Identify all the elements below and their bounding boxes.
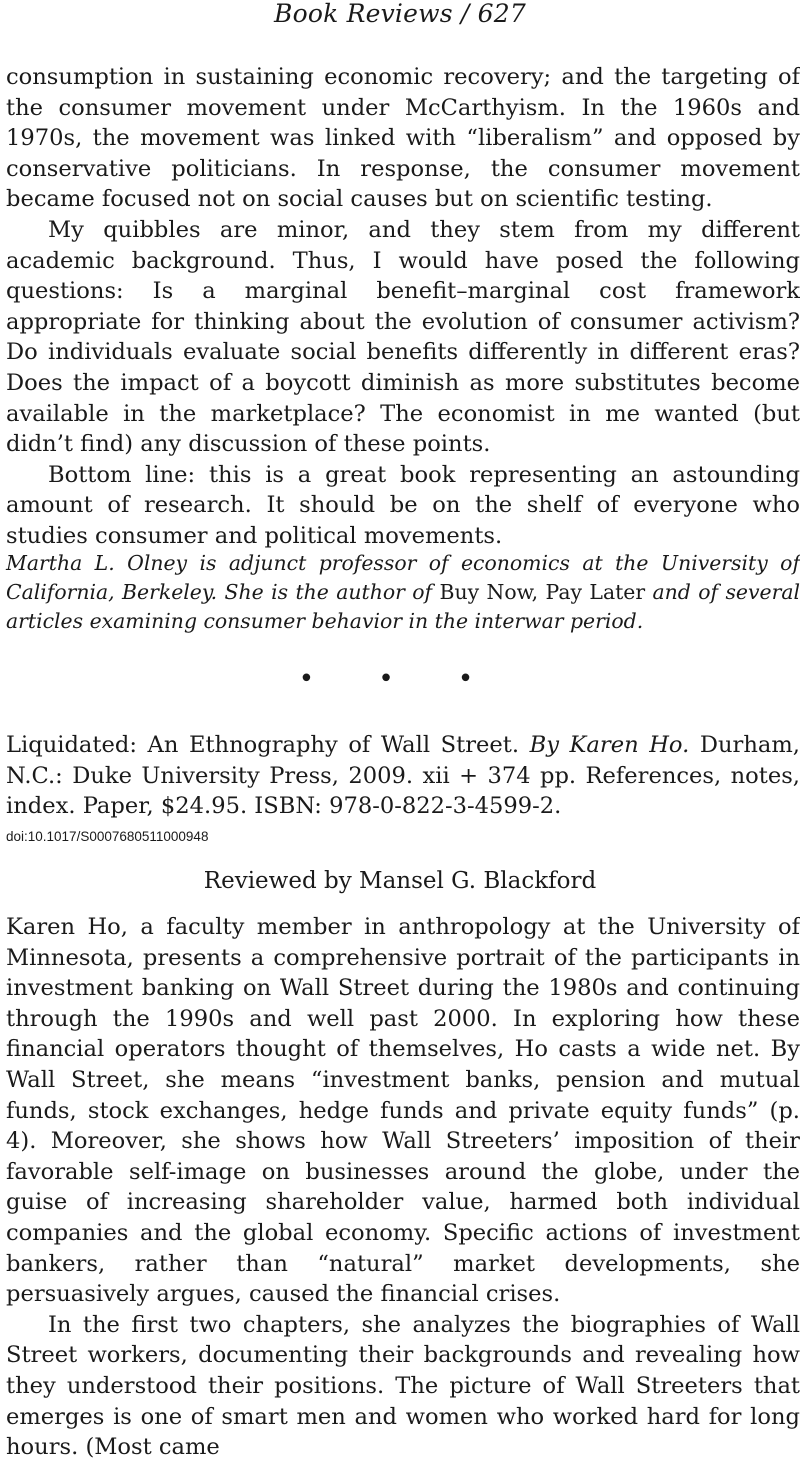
book-citation [6, 730, 800, 822]
author-bio [6, 549, 800, 635]
review1-paragraph-2: My quibbles are minor, and they stem from my different academic background. Thus, I would have posed the following questions: Is a marginal benefit–marginal cost framework appropriate for thinking about the evolution of consumer activism? Do individuals evaluate social benefits differently in different eras? Does the impact of a boycott diminish as more substitutes become available in the marketplace? The economist in me wanted (but didn’t find) any discussion of these points. [6, 216, 800, 458]
review2-paragraph-2: In the first two chapters, she analyzes the biographies of Wall Street workers, documenting their backgrounds and revealing how they understood their positions. The picture of Wall Streeters that emerges is one of smart men and women who worked hard for long hours. (Most came [6, 1311, 800, 1461]
bio-text-2: and of several articles examining consumer behavior in the interwar period. [6, 579, 800, 633]
book-title: Liquidated: An Ethnography of Wall Street. [6, 732, 519, 758]
review2-body [6, 912, 800, 1463]
section-separator: • • • [298, 664, 502, 694]
bio-book-title: Buy Now, Pay Later [439, 579, 646, 604]
review1-paragraph-1: consumption in sustaining economic recovery; and the targeting of the consumer movement under McCarthyism. In the 1960s and 1970s, the movement was linked with “liberalism” and opposed by conservative politicians. In response, the consumer movement became focused not on social causes but on scientific testing. [6, 64, 800, 213]
review1-paragraph-3: Bottom line: this is a great book representing an astounding amount of research. It should be on the shelf of everyone who studies consumer and political movements. [6, 461, 800, 549]
reviewer-line: Reviewed by Mansel G. Blackford [203, 868, 597, 894]
bio-text-1: Martha L. Olney is adjunct professor of economics at the University of California, Berkeley. She is the author of [6, 551, 800, 604]
review1-body [6, 62, 800, 552]
doi-link[interactable]: doi:10.1017/S0007680511000948 [6, 829, 209, 844]
running-head: Book Reviews / 627 [274, 0, 526, 28]
book-details: Durham, N.C.: Duke University Press, 2009. xii + 374 pp. References, notes, index. Paper, $24.95. ISBN: 978-0-822-3-4599-2. [6, 732, 800, 820]
book-author: By Karen Ho. [529, 732, 690, 758]
review2-paragraph-1: Karen Ho, a faculty member in anthropology at the University of Minnesota, presents a comprehensive portrait of the participants in investment banking on Wall Street during the 1980s and continuing through the 1990s and well past 2000. In exploring how these financial operators thought of themselves, Ho casts a wide net. By Wall Street, she means “investment banks, pension and mutual funds, stock exchanges, hedge funds and private equity funds” (p. 4). Moreover, she shows how Wall Streeters’ imposition of their favorable self-image on businesses around the globe, under the guise of increasing shareholder value, harmed both individual companies and the global economy. Specific actions of investment bankers, rather than “natural” market developments, she persuasively argues, caused the financial crises. [6, 914, 800, 1308]
